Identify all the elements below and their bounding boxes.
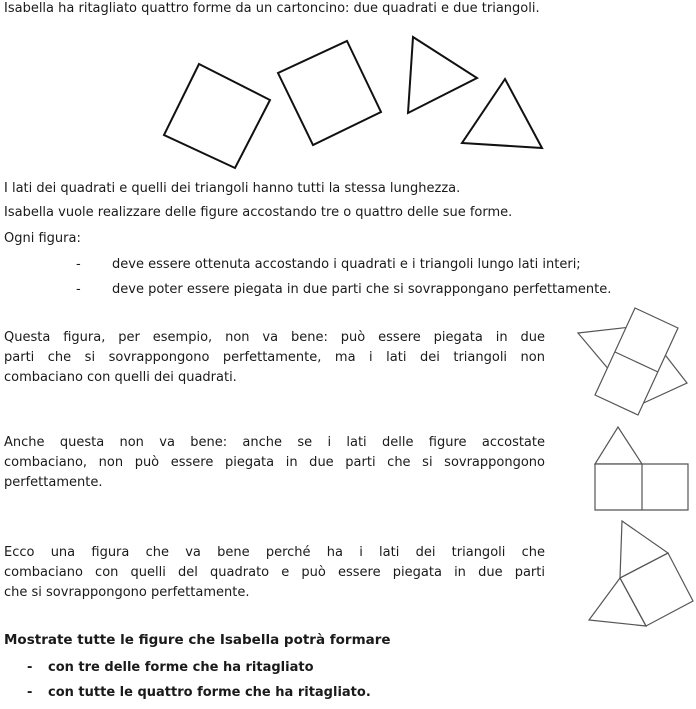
- task-bullet-2: [27, 685, 371, 701]
- bullet-dash: -: [76, 282, 81, 297]
- good-triangle-top: [620, 521, 668, 578]
- rule-item-2-text: deve poter essere piegata in due parti che si sovrappongano perfettamente.: [112, 282, 612, 297]
- example-1-text: Questa figura, per esempio, non va bene: può essere piegata in due parti che si sovrappongono perfettamente, ma i lati dei triangoli non combaciano con quelli dei quadrati.: [4, 330, 545, 385]
- task-bullet-1: [27, 660, 314, 676]
- cut-square-2: [278, 41, 381, 145]
- statement-goal: Isabella vuole realizzare delle figure accostando tre o quattro delle sue forme.: [4, 205, 513, 220]
- cut-triangle-1: [408, 37, 477, 113]
- good-triangle-left: [589, 578, 646, 626]
- example-3-text: Ecco una figura che va bene perché ha i lati dei triangoli che combaciano con quelli del quadrato e può essere piegata in due parti che si sovrappongono perfettamente.: [4, 545, 545, 600]
- task-bullet-1-text: con tre delle forme che ha ritagliato: [48, 660, 314, 675]
- cut-shapes-figure: [140, 30, 560, 178]
- bullet-dash: -: [27, 660, 33, 675]
- example-2-text: Anche questa non va bene: anche se i lati delle figure accostate combaciano, non può essere piegata in due parti che si sovrappongono perfettamente.: [4, 435, 545, 490]
- task-bullet-2-text: con tutte le quattro forme che ha ritagliato.: [48, 685, 371, 700]
- cut-square-1: [164, 64, 270, 168]
- statement-equal-sides: I lati dei quadrati e quelli dei triangoli hanno tutti la stessa lunghezza.: [4, 181, 461, 196]
- cut-triangle-2: [462, 79, 542, 148]
- example-1-figure: [560, 300, 696, 425]
- intro-text: Isabella ha ritagliato quattro forme da un cartoncino: due quadrati e due triangoli.: [4, 1, 540, 16]
- bullet-dash: -: [27, 685, 33, 700]
- house-triangle: [595, 427, 642, 464]
- statement-each-figure: Ogni figura:: [4, 231, 81, 246]
- rule-item-2: [76, 282, 611, 298]
- good-square: [620, 553, 693, 626]
- bullet-dash: -: [76, 257, 81, 272]
- example-3-figure: [560, 505, 696, 635]
- rule-item-1: [76, 257, 581, 273]
- rule-item-1-text: deve essere ottenuta accostando i quadrati e i triangoli lungo lati interi;: [112, 257, 581, 272]
- task-heading: Mostrate tutte le figure che Isabella potrà formare: [4, 632, 391, 648]
